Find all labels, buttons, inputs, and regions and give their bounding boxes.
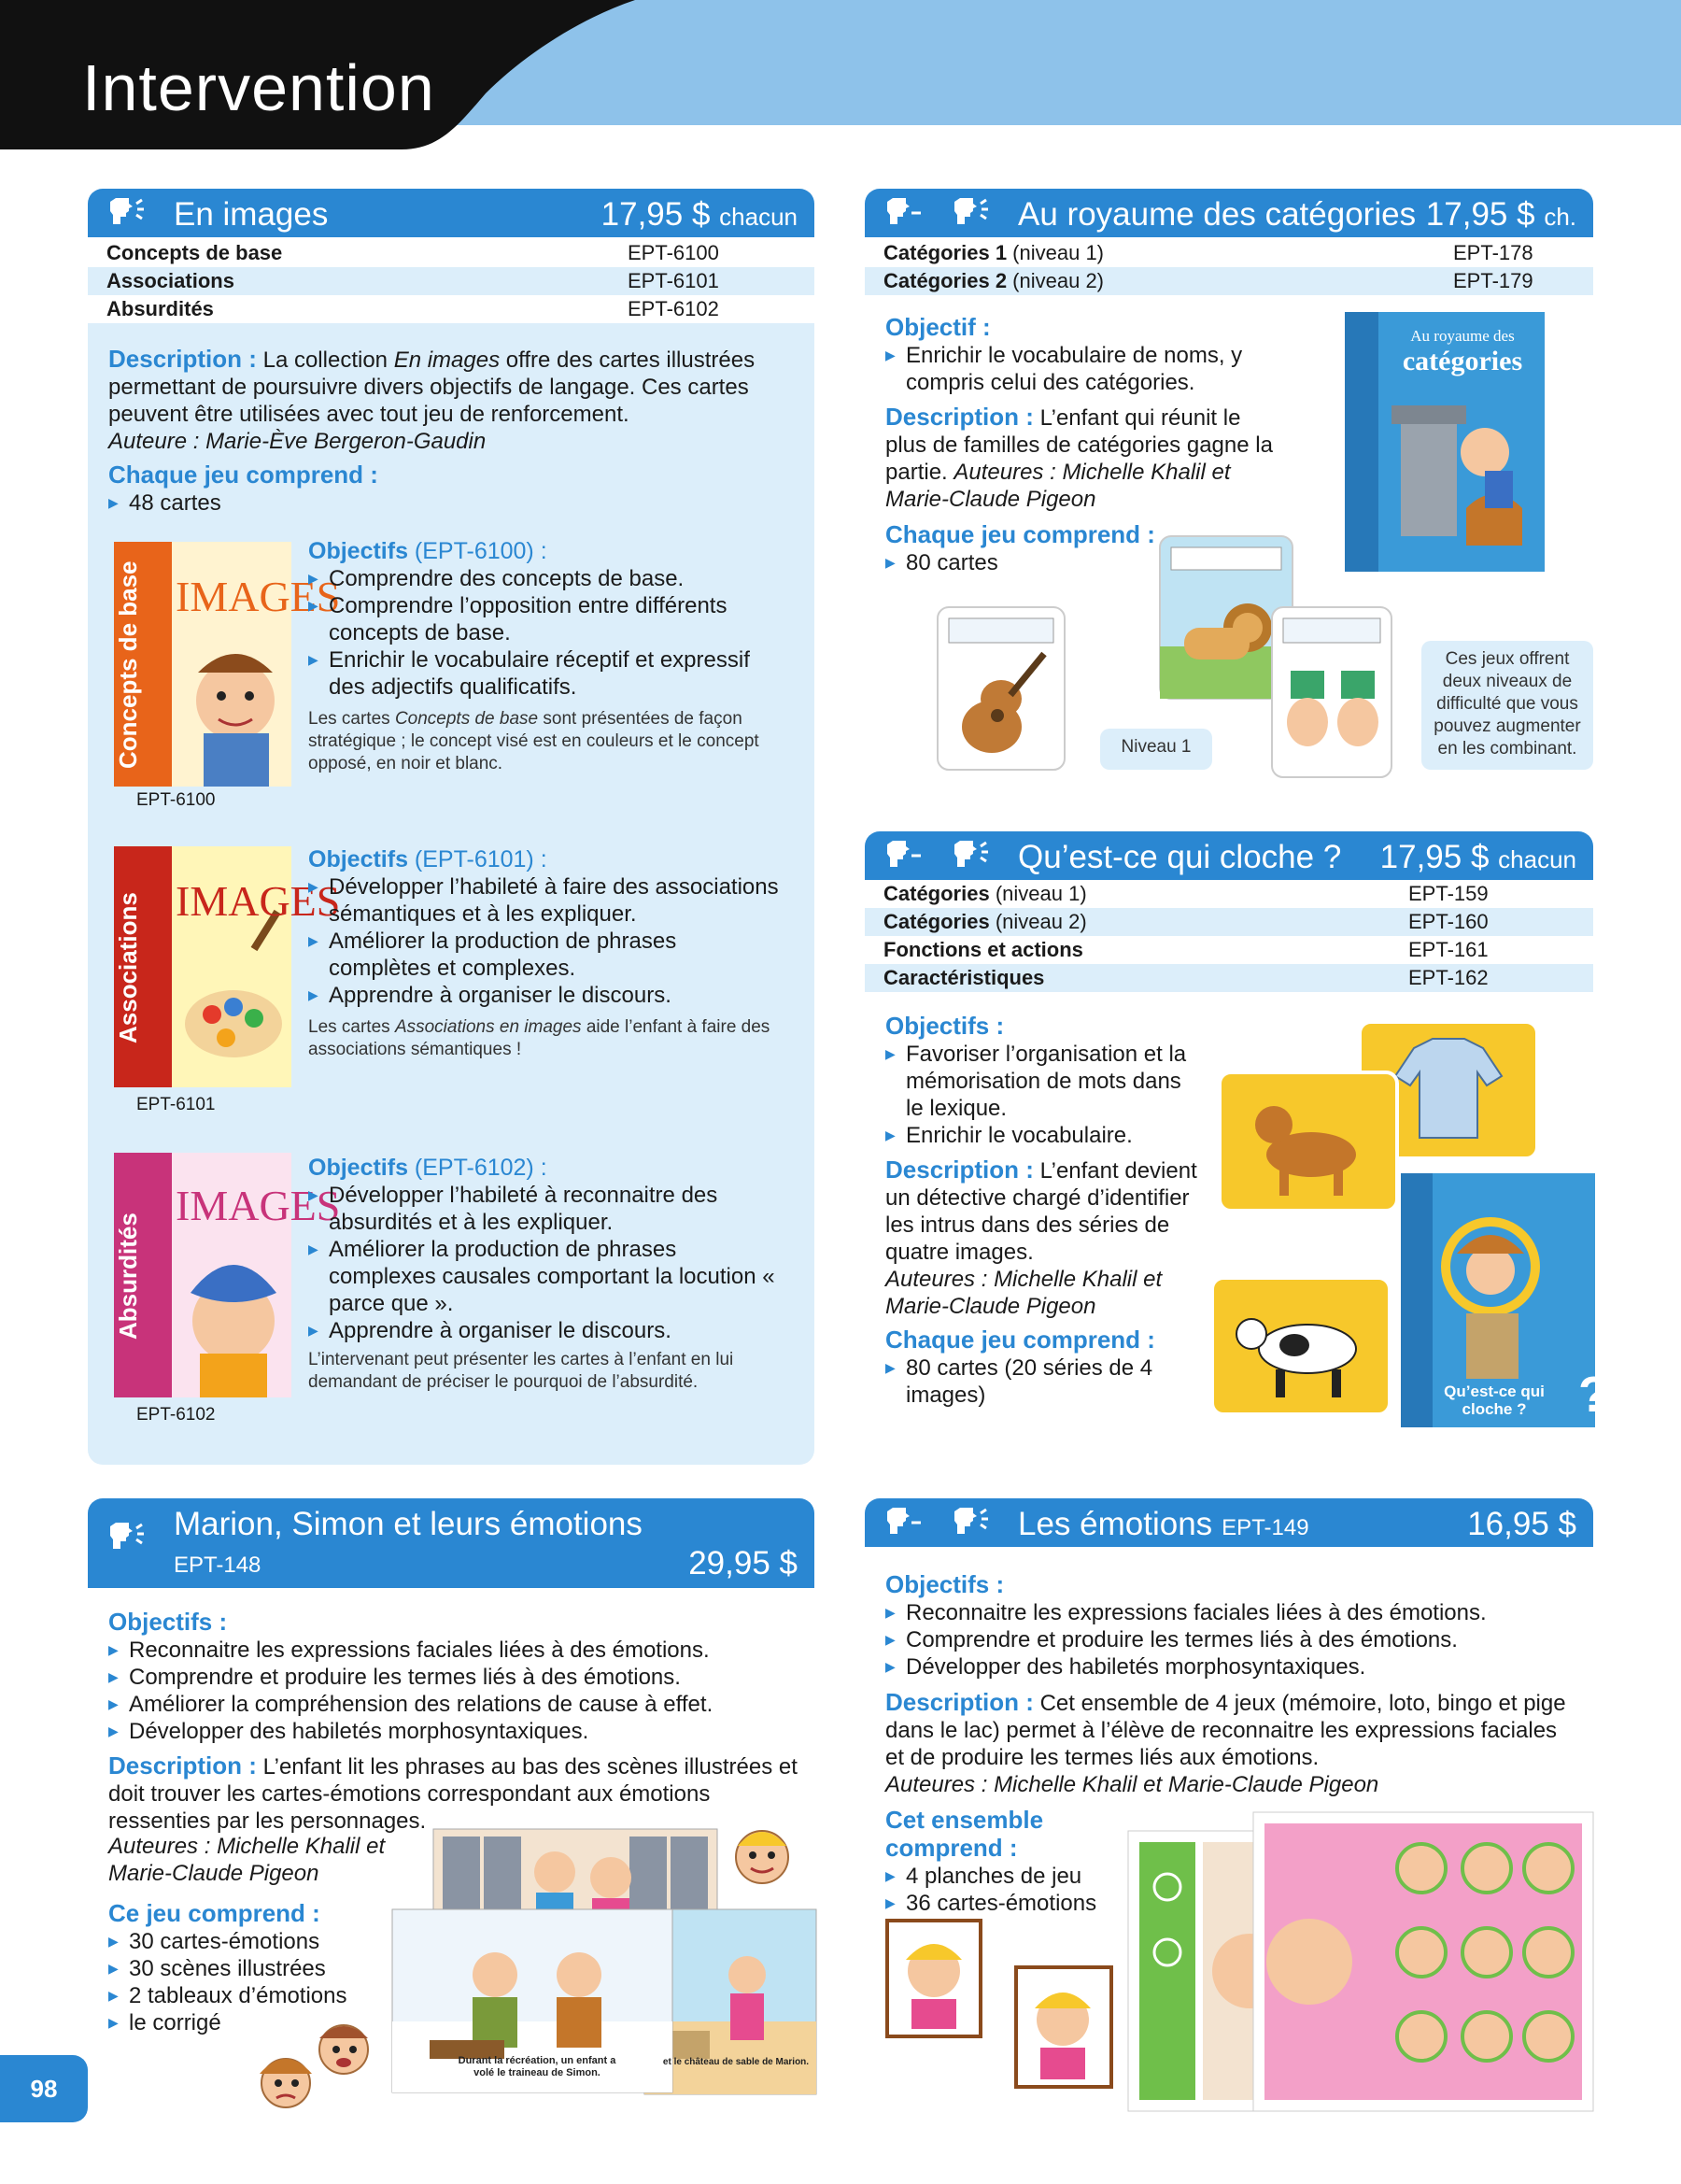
speaking-head-icon [885,1504,923,1541]
marion-author: Auteures : Michelle Khalil et Marie-Claude Pigeon [108,1834,386,1886]
game-board-pink [1253,1812,1593,2111]
note-6101: Les cartes Associations en images aide l’enfant à faire des associations sémantiques ! [308,1017,770,1059]
emotion-face [312,2018,377,2078]
marion-header [88,1498,814,1588]
card-guitar [936,605,1067,772]
royaume-header [865,189,1593,237]
product-row: Catégories 2 (niveau 2) EPT-179 [865,267,1593,295]
box-title: IMAGES [176,573,341,620]
product-row: Concepts de base EPT-6100 [106,241,719,264]
product-row: Catégories 1 (niveau 1) EPT-178 [883,241,1533,264]
emotions-objectives: Objectifs : ▶ Reconnaitre les expressions faciales liées à des émotions. ▶ Comprendre et produire les termes liés à des émotions. ▶ Développer des habiletés morphosyntaxiques. [885,1571,1576,1681]
emotion-card [1014,1965,1113,2089]
box-spine-text: Associations [114,892,142,1043]
box-spine-text: Concepts de base [114,560,142,770]
cloche-includes: Chaque jeu comprend : ▶ 80 cartes (20 séries de 4 images) [885,1326,1165,1409]
speaking-head-icon [953,1504,990,1541]
en-images-title: En images [174,196,329,233]
product-row: Associations EPT-6101 [88,267,814,295]
scene-caption: et le château de sable de Marion. [662,2057,810,2067]
product-row: Caractéristiques EPT-162 [865,964,1593,992]
product-caption: EPT-6100 [136,790,216,810]
note-6100: Les cartes Concepts de base sont présentées de façon stratégique ; le concept visé est en couleurs et le concept opposé, en noir et blanc. [308,709,759,773]
en-images-price: 17,95 $ chacun [600,196,798,233]
royaume-objectives: Objectif : ▶ Enrichir le vocabulaire de noms, y compris celui des catégories. [885,314,1259,396]
emotion-card [885,1919,982,2038]
marion-title: Marion, Simon et leurs émotions [174,1506,643,1542]
cloche-objectives: Objectifs : ▶ Favoriser l’organisation et la mémorisation de mots dans le lexique. ▶ Enrichir le vocabulaire. [885,1013,1203,1149]
royaume-title: Au royaume des catégories [1018,196,1417,233]
emotions-description: Description : Cet ensemble de 4 jeux (mémoire, loto, bingo et pige dans le lac) permet à l’élève de reconnaitre les expressions faciales et de produire les termes liés aux émotions. Auteures : Michelle Khalil et Marie-Claude Pigeon [885,1688,1566,1797]
emotions-includes: Cet ensemble comprend : ▶ 4 planches de jeu ▶ 36 cartes-émotions [885,1807,1147,1917]
cloche-title: Qu’est-ce qui cloche ? [1018,839,1342,875]
speaking-head-icon [108,194,146,232]
speaking-head-icon [108,1519,146,1556]
emotion-face [254,2051,319,2111]
box-title: IMAGES [176,1182,341,1229]
objectives-6100: Objectifs (EPT-6100) : ▶ Comprendre des concepts de base. ▶ Comprendre l’opposition entre différents concepts de base. ▶ Enrichir le vocabulaire réceptif et expressif des adjectifs qualificatifs. [308,538,784,701]
objectives-6102: Objectifs (EPT-6102) : ▶ Développer l’habileté à reconnaitre des absurdités et à les expliquer. ▶ Améliorer la production de phrases complexes causales comportant la locution « parce que ». ▶ Apprendre à organiser le discours. [308,1155,784,1344]
box-title: IMAGES [176,877,341,925]
info-bubble: Ces jeux offrent deux niveaux de difficulté que vous pouvez augmenter en les combinant. [1421,641,1593,770]
page-number: 98 [0,2055,88,2122]
emotions-price: 16,95 $ [1467,1506,1576,1542]
emotions-header [865,1498,1593,1547]
marion-code: EPT-148 [174,1553,261,1578]
svg-text:?: ? [1578,1367,1609,1423]
en-images-header [88,189,814,237]
marion-description: Description : L’enfant lit les phrases au bas des scènes illustrées et doit trouver les cartes-émotions correspondant aux émotions ressenties par les personnages. [108,1751,798,1834]
card-dog [1218,1071,1399,1213]
card-cow [1210,1276,1391,1416]
product-caption: EPT-6102 [136,1405,216,1425]
box-spine-text: Absurdités [114,1213,142,1340]
royaume-box-line1: Au royaume des [1410,327,1515,345]
royaume-box-line2: catégories [1402,346,1523,376]
speaking-head-icon [953,837,990,874]
royaume-includes: Chaque jeu comprend : ▶ 80 cartes [885,521,1259,576]
speaking-head-icon [885,837,923,874]
scene-caption: Durant la récréation, un enfant a volé le traineau de Simon. [458,2055,616,2078]
royaume-price: 17,95 $ ch. [1425,196,1576,233]
cloche-header [865,831,1593,880]
speaking-head-icon [885,194,923,232]
product-row: Fonctions et actions EPT-161 [883,938,1489,961]
marion-includes: Ce jeu comprend : ▶ 30 cartes-émotions ▶ 30 scènes illustrées ▶ 2 tableaux d’émotions ▶ le corrigé [108,1900,388,2036]
en-images-includes: Chaque jeu comprend : ▶ 48 cartes [108,461,781,517]
cloche-box-text: Qu’est-ce qui cloche ? [1444,1383,1545,1418]
product-row: Catégories (niveau 1) EPT-159 [883,882,1489,905]
card-hands [1270,605,1393,779]
product-row: Catégories (niveau 2) EPT-160 [865,908,1593,936]
en-images-description: Description : La collection En images offre des cartes illustrées permettant de poursuivre divers objectifs de langage. Ces cartes peuvent être utilisées avec tout jeu de renforcement. Auteure : Marie-Ève Bergeron-Gaudin [108,345,756,454]
emotion-face [728,1825,796,1885]
speaking-head-icon [953,194,990,232]
objectives-6101: Objectifs (EPT-6101) : ▶ Développer l’habileté à faire des associations sémantiques et à les expliquer. ▶ Améliorer la production de phrases complètes et complexes. ▶ Apprendre à organiser le discours. [308,846,784,1009]
marion-objectives: Objectifs : ▶ Reconnaitre les expressions faciales liées à des émotions. ▶ Comprendre et produire les termes liés à des émotions. ▶ Améliorer la compréhension des relations de cause à effet. ▶ Développer des habiletés morphosyntaxiques. [108,1609,799,1745]
royaume-description: Description : L’enfant qui réunit le plus de familles de catégories gagne la partie. Auteures : Michelle Khalil et Marie-Claude Pigeon [885,403,1273,512]
marion-price: 29,95 $ [688,1545,798,1581]
emotions-title: Les émotions EPT-149 [1018,1506,1309,1542]
level-tag: Niveau 1 [1100,729,1212,770]
cloche-description: Description : L’enfant devient un détective chargé d’identifier les intrus dans des séries de quatre images. Auteures : Michelle Khalil et Marie-Claude Pigeon [885,1156,1197,1319]
page-title: Intervention [82,51,435,124]
product-caption: EPT-6101 [136,1095,216,1114]
note-6102: L’intervenant peut présenter les cartes à l’enfant en lui demandant de préciser le pourquoi de l’absurdité. [308,1350,734,1392]
cloche-price: 17,95 $ chacun [1379,839,1576,875]
product-row: Absurdités EPT-6102 [106,297,719,320]
